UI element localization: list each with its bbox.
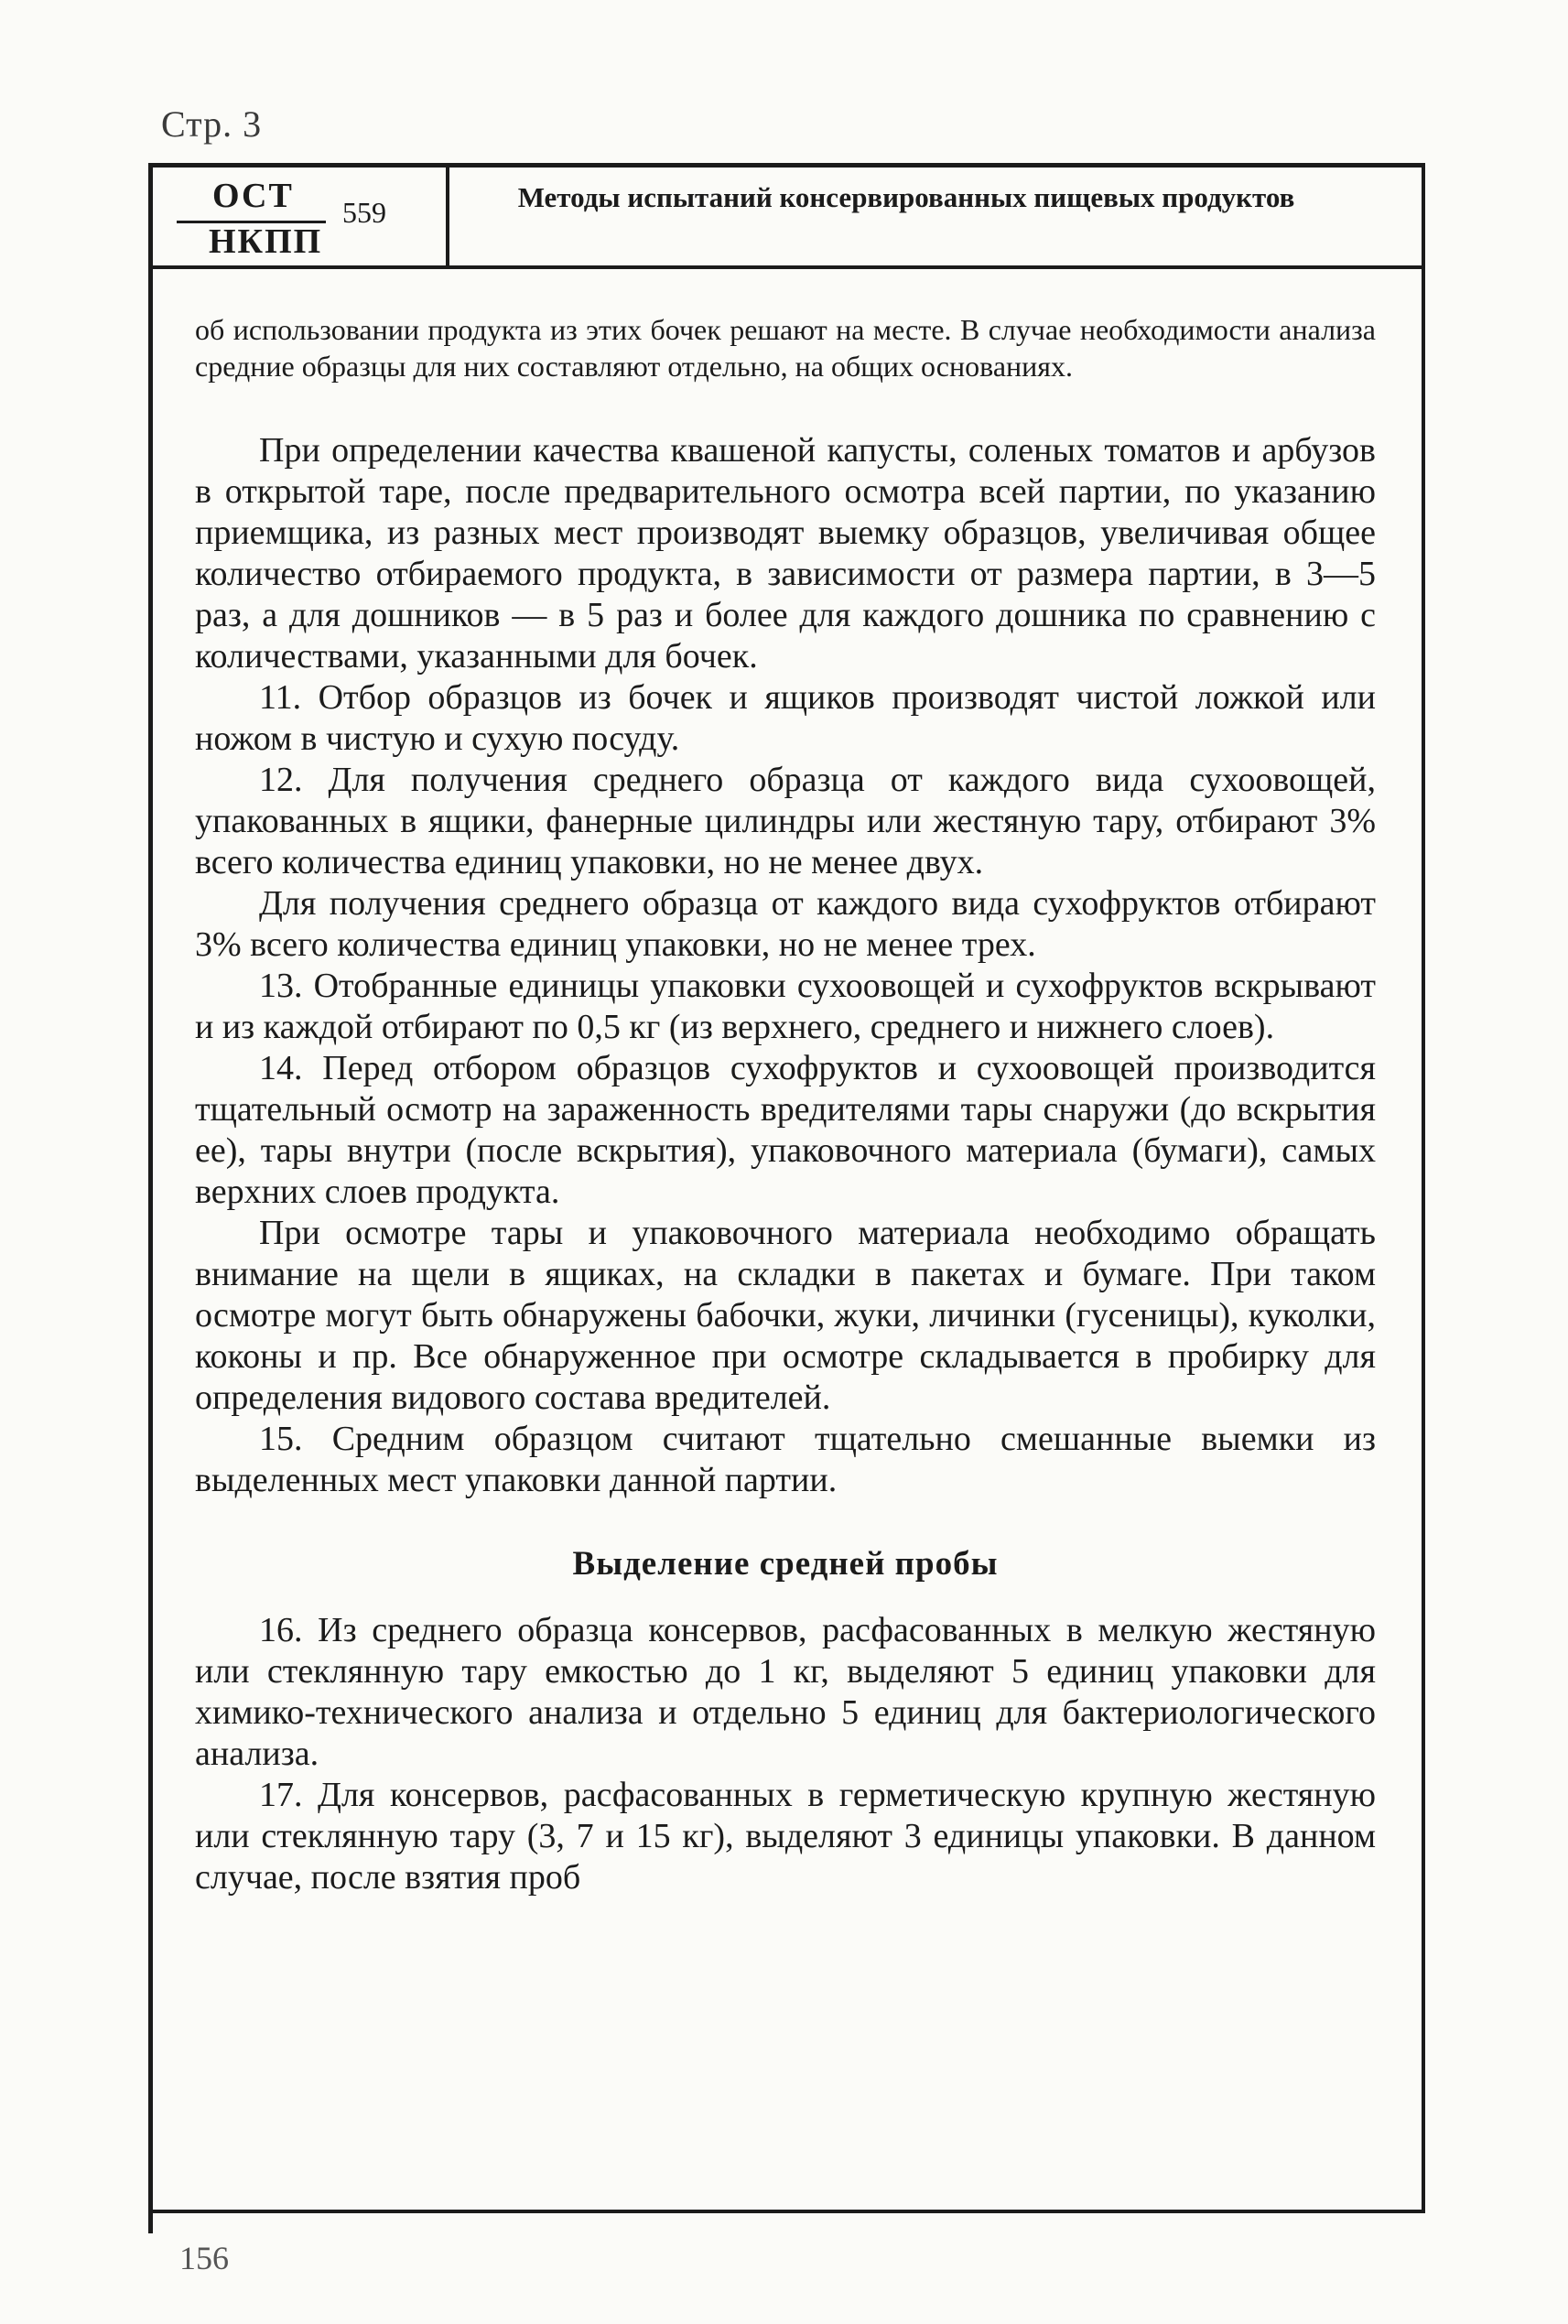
header-divider <box>446 168 449 265</box>
bottom-rule <box>148 2210 1425 2213</box>
standard-code-bottom: НКПП <box>209 222 323 261</box>
paragraph: 16. Из среднего образца консервов, расфасованных в мелкую жестяную или стеклянную тару емкостью до 1 кг, выделяют 5 единиц упаковки для химико-технического анализа и отдельно 5 единиц для бактериологического анализа. <box>195 1611 1376 1773</box>
header-bottom-rule <box>148 265 1425 269</box>
standard-number: 559 <box>342 196 386 229</box>
header-top-rule <box>148 163 1425 168</box>
document-title: Методы испытаний консервированных пищевых продуктов <box>517 181 1295 213</box>
page-number: 156 <box>179 2240 229 2276</box>
paragraph: 14. Перед отбором образцов сухофруктов и сухоовощей производится тщательный осмотр на зараженность вредителями тары снаружи (до вскрытия ее), тары внутри (после вскрытия), упаковочного материала (бумаги), самых верхних слоев продукта. <box>195 1049 1376 1211</box>
footnote-paragraph: об использовании продукта из этих бочек решают на месте. В случае необходимости анализа средние образцы для них составляют отдельно, на общих основаниях. <box>195 313 1376 383</box>
body-text <box>195 430 1376 1898</box>
paragraph: 11. Отбор образцов из бочек и ящиков производят чистой ложкой или ножом в чистую и сухую посуду. <box>195 678 1376 758</box>
paragraph: Для получения среднего образца от каждого вида сухофруктов отбирают 3% всего количества единиц упаковки, но не менее трех. <box>195 884 1376 964</box>
frame-left-rule <box>148 163 153 2233</box>
paragraph: При определении качества квашеной капусты, соленых томатов и арбузов в открытой таре, после предварительного осмотра всей партии, по указанию приемщика, из разных мест производят выемку образцов, увеличивая общее количество отбираемого продукта, в зависимости от размера партии, в 3—5 раз, а для дошников — в 5 раз и более для каждого дошника по сравнению с количествами, указанными для бочек. <box>195 431 1376 676</box>
paragraph: 15. Средним образцом считают тщательно смешанные выемки из выделенных мест упаковки данной партии. <box>195 1420 1376 1499</box>
standard-code-top: ОСТ <box>212 177 294 215</box>
paragraph: 17. Для консервов, расфасованных в герметическую крупную жестяную или стеклянную тару (3, 7 и 15 кг), выделяют 3 единицы упаковки. В данном случае, после взятия проб <box>195 1776 1376 1897</box>
section-heading: Выделение средней пробы <box>572 1545 999 1583</box>
paragraph: 12. Для получения среднего образца от каждого вида сухоовощей, упакованных в ящики, фанерные цилиндры или жестяную тару, отбирают 3% всего количества единиц упаковки, но не менее двух. <box>195 761 1376 881</box>
paragraph: При осмотре тары и упаковочного материала необходимо обращать внимание на щели в ящиках, на складки в пакетах и бумаге. При таком осмотре могут быть обнаружены бабочки, жуки, личинки (гусеницы), куколки, коконы и пр. Все обнаруженное при осмотре складывается в пробирку для определения видового состава вредителей. <box>195 1214 1376 1417</box>
frame-right-rule <box>1422 163 1425 2213</box>
paragraph: 13. Отобранные единицы упаковки сухоовощей и сухофруктов вскрывают и из каждой отбирают по 0,5 кг (из верхнего, среднего и нижнего слоев). <box>195 967 1376 1046</box>
page-label: Стр. 3 <box>161 103 263 145</box>
